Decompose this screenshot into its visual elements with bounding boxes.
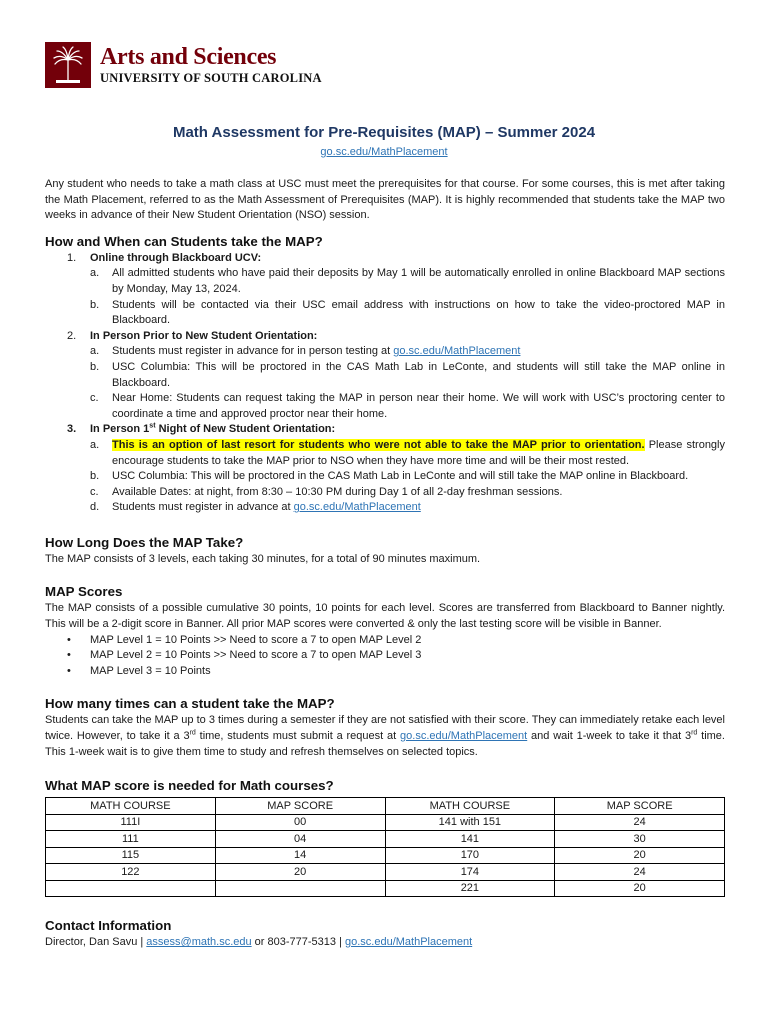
sub-item: a. This is an option of last resort for students who were not able to take the MAP prior to orientation. Please strongly encourage students to take the MAP prior to NSO when they have more time and will be their most rested. (90, 438, 725, 467)
table-cell (46, 880, 216, 897)
math-placement-link[interactable]: go.sc.edu/MathPlacement (400, 730, 528, 743)
page-title: Math Assessment for Pre-Requisites (MAP) – Summer 2024 (172, 124, 596, 141)
table-cell: 141 with 151 (385, 814, 555, 831)
sub-item-text: Students will be contacted via their USC email address with instructions on how to take the video-proctored MAP in Blackboard. (112, 298, 725, 327)
table-cell: 141 (385, 831, 555, 848)
sub-item-text: USC Columbia: This will be proctored in the CAS Math Lab in LeConte and will still take the MAP online in Blackboard. (112, 470, 689, 483)
sub-item: c. Near Home: Students can request taking the MAP in person near their home. We will work with USC’s proctoring center to coordinate a time and approved proctor near their home. (90, 392, 725, 420)
sub-item-text: All admitted students who have paid their deposits by May 1 will be automatically enrolled in online Blackboard MAP sections by Monday, May 13, 2024. (112, 267, 725, 295)
table-row (46, 864, 725, 881)
table-cell: 221 (385, 880, 555, 897)
duration-paragraph: The MAP consists of 3 levels, each taking 30 minutes, for a total of 90 minutes maximum. (45, 552, 481, 565)
intro-paragraph: Any student who needs to take a math class at USC must meet the prerequisites for that course. For some courses, this is met after taking the Math Placement, referred to as the Math Assessment of Prerequisites (MAP). It is highly recommended that students take the MAP two weeks in advance of their New Student Orientation (NSO) session. (45, 178, 725, 222)
math-placement-link[interactable]: go.sc.edu/MathPlacement (345, 936, 473, 949)
table-cell: 111 (46, 831, 216, 848)
sub-item-text: USC Columbia: This will be proctored in the CAS Math Lab in LeConte, and students will still take the MAP online in Blackboard. (112, 360, 725, 389)
table-header-row (46, 798, 725, 815)
section-heading-score-table: What MAP score is needed for Math courses? (45, 778, 334, 794)
list-number: 3. (67, 423, 77, 436)
table-row (46, 880, 725, 897)
table-row (46, 847, 725, 864)
table-cell: 24 (555, 864, 725, 881)
contact-line: Director, Dan Savu | assess@math.sc.edu or 803-777-5313 | go.sc.edu/MathPlacement (45, 936, 473, 949)
list-number: 1. (67, 251, 77, 264)
column-header: MAP SCORE (555, 798, 725, 815)
list-item-label: In Person Prior to New Student Orientation: (90, 329, 318, 342)
list-item: • MAP Level 2 = 10 Points >> Need to score a 7 to open MAP Level 3 (67, 649, 422, 662)
column-header: MATH COURSE (385, 798, 555, 815)
column-header: MATH COURSE (46, 798, 216, 815)
table-cell: 174 (385, 864, 555, 881)
list-item-online (45, 251, 725, 267)
table-row (46, 831, 725, 848)
section-heading-duration: How Long Does the MAP Take? (45, 534, 244, 550)
email-link[interactable]: assess@math.sc.edu (146, 936, 252, 949)
table-cell: 20 (555, 880, 725, 897)
sub-item: d. Students must register in advance at go.sc.edu/MathPlacement (90, 501, 421, 514)
list-item: • MAP Level 3 = 10 Points (67, 664, 211, 677)
list-item-orientation (45, 422, 725, 438)
document-body (45, 177, 725, 951)
brand-subtitle: UNIVERSITY OF SOUTH CAROLINA (100, 71, 322, 85)
sub-item: b. Students will be contacted via their USC email address with instructions on how to take the video-proctored MAP in Blackboard. (90, 298, 725, 327)
table-cell: 170 (385, 847, 555, 864)
table-cell: 111I (46, 814, 216, 831)
column-header: MAP SCORE (215, 798, 385, 815)
list-item-label: In Person 1st Night of New Student Orientation: (90, 422, 336, 436)
brand-header (45, 42, 345, 92)
sub-item-text: Available Dates: at night, from 8:30 – 10:30 PM during Day 1 of all 2-day freshman sessions. (112, 485, 563, 498)
table-cell (215, 880, 385, 897)
sub-item: a. All admitted students who have paid their deposits by May 1 will be automatically enrolled in online Blackboard MAP sections by Monday, May 13, 2024. (90, 267, 725, 295)
table-cell: 20 (215, 864, 385, 881)
table-cell: 14 (215, 847, 385, 864)
table-cell: 00 (215, 814, 385, 831)
highlighted-warning: This is an option of last resort for students who were not able to take the MAP prior to orientation. (112, 438, 645, 451)
table-cell: 04 (215, 831, 385, 848)
brand-title: Arts and Sciences (100, 44, 277, 70)
score-table (45, 797, 725, 897)
sub-item-text: Students must register in advance for in person testing at (112, 345, 394, 358)
list-number: 2. (67, 329, 77, 342)
section-heading-retakes: How many times can a student take the MAP? (45, 696, 335, 712)
table-cell: 20 (555, 847, 725, 864)
sub-item: a. Students must register in advance for in person testing at go.sc.edu/MathPlacement (90, 345, 521, 358)
table-cell: 30 (555, 831, 725, 848)
sub-item: b. USC Columbia: This will be proctored in the CAS Math Lab in LeConte, and students will still take the MAP online in Blackboard. (90, 360, 725, 389)
scores-paragraph: The MAP consists of a possible cumulative 30 points, 10 points for each level. Scores are transferred from Blackboard to Banner nightly. This will be a 2-digit score in Banner. All prior MAP scores were converted & only the last testing score will be visible in Banner. (45, 602, 725, 631)
list-item-label: Online through Blackboard UCV: (90, 251, 262, 264)
list-item-in-person (45, 329, 725, 345)
math-placement-link[interactable]: go.sc.edu/MathPlacement (293, 501, 421, 514)
section-heading-contact: Contact Information (45, 918, 172, 934)
title-link[interactable] (0, 144, 768, 160)
sub-item-text: Students must register in advance at (112, 501, 294, 514)
sub-item-text: Near Home: Students can request taking the MAP in person near their home. We will work with USC’s proctoring center to coordinate a time and approved proctor near their home. (112, 392, 725, 420)
section-heading-how-when: How and When can Students take the MAP? (45, 233, 323, 249)
section-heading-scores: MAP Scores (45, 584, 123, 600)
table-cell: 115 (46, 847, 216, 864)
retakes-paragraph: Students can take the MAP up to 3 times during a semester if they are not satisfied with their score. They can immediately retake each level twice. However, to take it a 3rd time, students must submit a request at go.sc.edu/MathPlacement and wait 1-week to take it that 3rd time. This 1-week wait is to give them time to study and refresh themselves on selected topics. (45, 714, 725, 758)
table-cell: 24 (555, 814, 725, 831)
table-cell: 122 (46, 864, 216, 881)
sub-item: b. USC Columbia: This will be proctored in the CAS Math Lab in LeConte and will still take the MAP online in Blackboard. (90, 470, 689, 483)
list-item: • MAP Level 1 = 10 Points >> Need to score a 7 to open MAP Level 2 (67, 633, 422, 646)
table-row (46, 814, 725, 831)
math-placement-link[interactable]: go.sc.edu/MathPlacement (393, 345, 521, 358)
sub-item-text: Please strongly encourage students to take the MAP prior to NSO when they have more time and will be their most rested. (112, 438, 725, 467)
math-placement-link[interactable]: go.sc.edu/MathPlacement (320, 146, 448, 158)
sub-item: c. Available Dates: at night, from 8:30 – 10:30 PM during Day 1 of all 2-day freshman sessions. (90, 485, 563, 498)
palmetto-tree-icon (45, 42, 91, 88)
